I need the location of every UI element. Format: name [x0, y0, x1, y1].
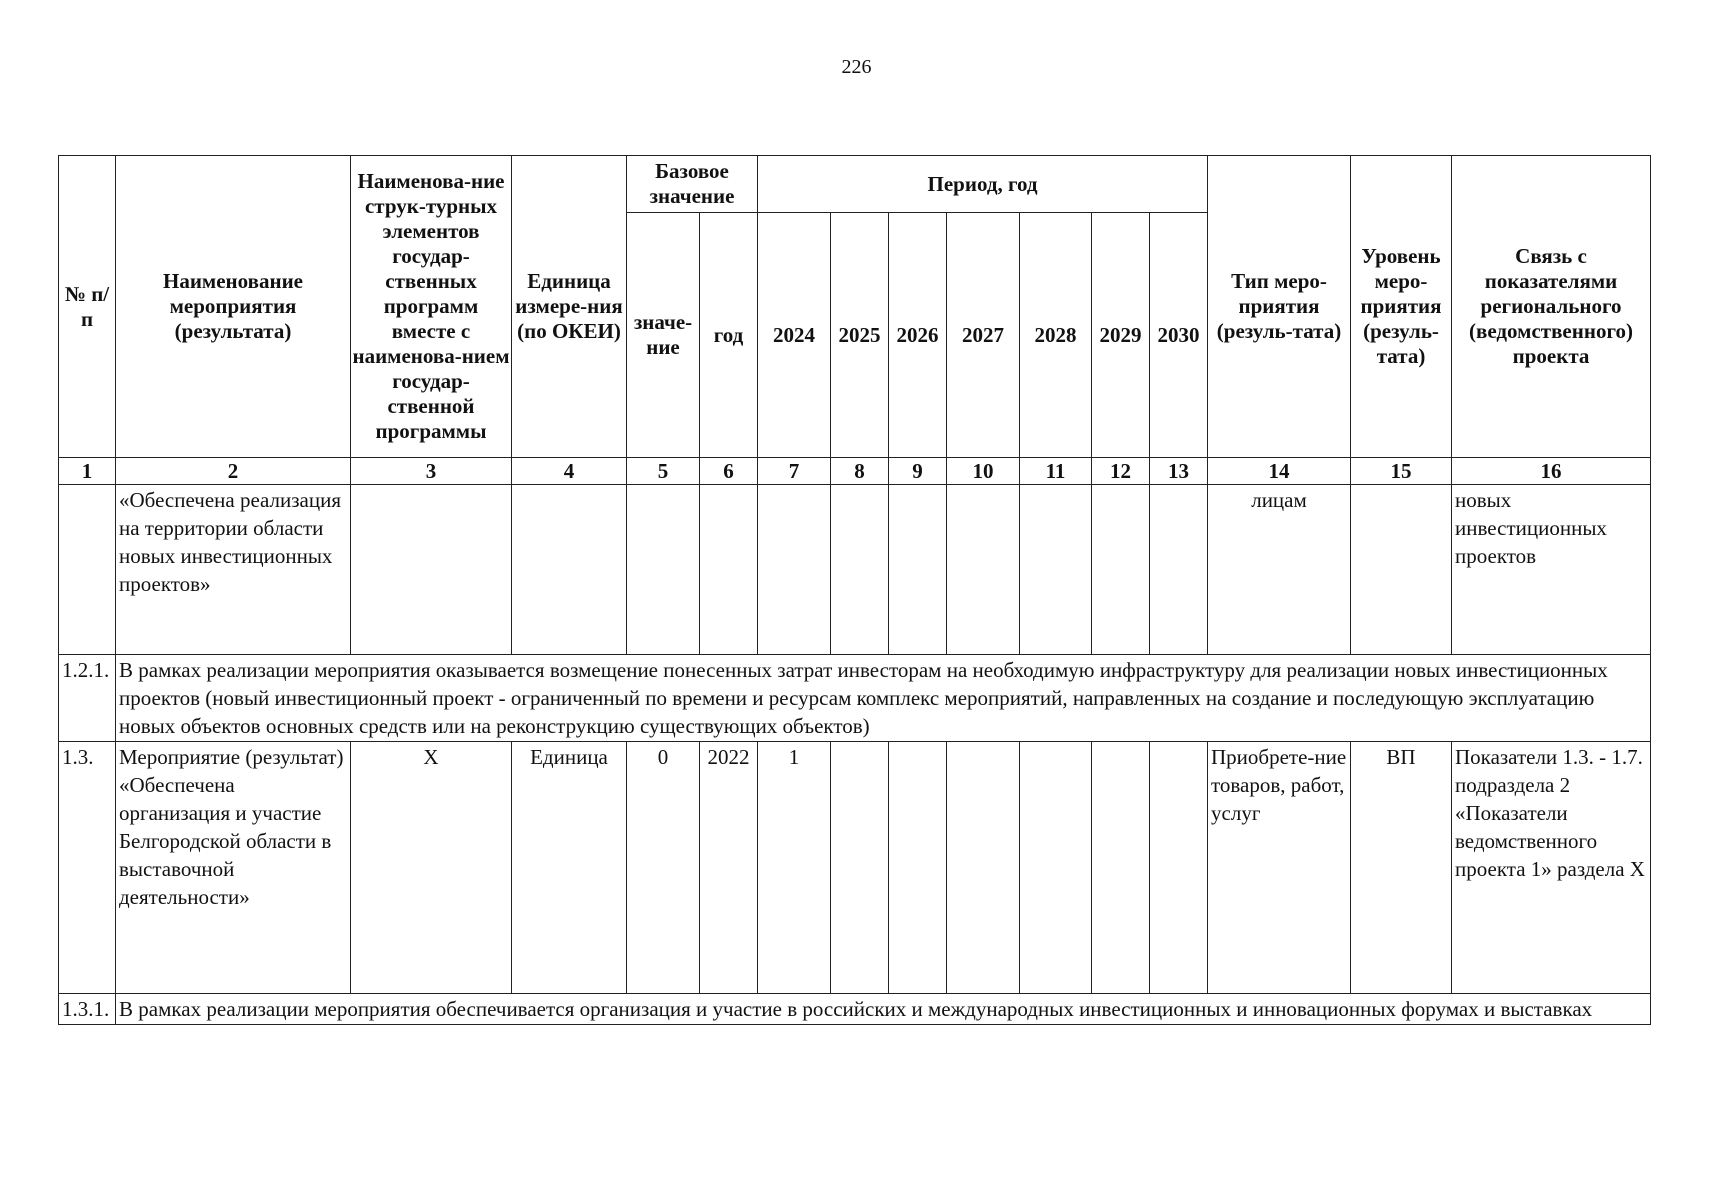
row-num: 1.3.1.	[59, 994, 116, 1025]
row-year-2025	[831, 485, 889, 655]
header-unit: Единица измере-ния (по ОКЕИ)	[512, 156, 627, 458]
row-year-2030	[1150, 742, 1208, 994]
header-base-value: значе-ние	[627, 213, 700, 458]
row-description: В рамках реализации мероприятия оказывается возмещение понесенных затрат инвесторам на необходимую инфраструктуру для реализации новых инвестиционных проектов (новый инвестиционный проект - ограниченный по времени и ресурсам комплекс мероприятий, направленных на создание и последующую эксплуатацию новых объектов основных средств или на реконструкцию существующих объектов)	[116, 655, 1651, 742]
header-year-2028: 2028	[1020, 213, 1092, 458]
column-number: 16	[1452, 458, 1651, 485]
row-unit: Единица	[512, 742, 627, 994]
page-number: 226	[841, 56, 872, 78]
row-name: «Обеспечена реализация на территории области новых инвестиционных проектов»	[116, 485, 351, 655]
row-struct	[351, 485, 512, 655]
row-year-2030	[1150, 485, 1208, 655]
header-row-top	[59, 156, 1651, 213]
header-year-2029: 2029	[1092, 213, 1150, 458]
column-number: 9	[889, 458, 947, 485]
header-year-2026: 2026	[889, 213, 947, 458]
column-number: 15	[1351, 458, 1452, 485]
column-number: 11	[1020, 458, 1092, 485]
header-name: Наименование мероприятия (результата)	[116, 156, 351, 458]
column-number: 4	[512, 458, 627, 485]
row-num	[59, 485, 116, 655]
row-num: 1.3.	[59, 742, 116, 994]
header-num: № п/п	[59, 156, 116, 458]
header-year-2027: 2027	[947, 213, 1020, 458]
header-period: Период, год	[758, 156, 1208, 213]
row-struct: X	[351, 742, 512, 994]
column-number: 1	[59, 458, 116, 485]
row-year-2027	[947, 742, 1020, 994]
row-link: новых инвестиционных проектов	[1452, 485, 1651, 655]
header-year-2025: 2025	[831, 213, 889, 458]
row-year-2029	[1092, 742, 1150, 994]
header-base-year: год	[700, 213, 758, 458]
row-link: Показатели 1.3. - 1.7. подраздела 2 «Показатели ведомственного проекта 1» раздела X	[1452, 742, 1651, 994]
header-year-2024: 2024	[758, 213, 831, 458]
row-year-2026	[889, 742, 947, 994]
row-level	[1351, 485, 1452, 655]
row-base-value	[627, 485, 700, 655]
row-year-2029	[1092, 485, 1150, 655]
row-year-2024	[758, 485, 831, 655]
table-row	[59, 485, 1651, 655]
row-year-2025	[831, 742, 889, 994]
row-level: ВП	[1351, 742, 1452, 994]
row-year-2026	[889, 485, 947, 655]
column-number-row	[59, 458, 1651, 485]
column-number: 7	[758, 458, 831, 485]
row-unit	[512, 485, 627, 655]
row-year-2028	[1020, 485, 1092, 655]
row-base-year: 2022	[700, 742, 758, 994]
row-base-year	[700, 485, 758, 655]
header-link: Связь с показателями регионального (ведомственного) проекта	[1452, 156, 1651, 458]
column-number: 5	[627, 458, 700, 485]
column-number: 3	[351, 458, 512, 485]
column-number: 12	[1092, 458, 1150, 485]
column-number: 8	[831, 458, 889, 485]
column-number: 13	[1150, 458, 1208, 485]
header-year-2030: 2030	[1150, 213, 1208, 458]
header-base: Базовое значение	[627, 156, 758, 213]
header-struct: Наименова-ние струк-турных элементов государ-ственных программ вместе с наименова-нием государ-ственной программы	[351, 156, 512, 458]
row-base-value: 0	[627, 742, 700, 994]
header-level: Уровень меро-приятия (резуль-тата)	[1351, 156, 1452, 458]
row-year-2024: 1	[758, 742, 831, 994]
row-num: 1.2.1.	[59, 655, 116, 742]
header-type: Тип меро-приятия (резуль-тата)	[1208, 156, 1351, 458]
column-number: 10	[947, 458, 1020, 485]
column-number: 6	[700, 458, 758, 485]
column-number: 2	[116, 458, 351, 485]
row-description: В рамках реализации мероприятия обеспечивается организация и участие в российских и международных инвестиционных и инновационных форумах и выставках	[116, 994, 1651, 1025]
table-row	[59, 655, 1651, 742]
row-type: Приобрете-ние товаров, работ, услуг	[1208, 742, 1351, 994]
table-row	[59, 994, 1651, 1025]
row-year-2027	[947, 485, 1020, 655]
row-type: лицам	[1208, 485, 1351, 655]
column-number: 14	[1208, 458, 1351, 485]
table-row	[59, 742, 1651, 994]
activities-table	[58, 155, 1651, 1025]
row-name: Мероприятие (результат) «Обеспечена организация и участие Белгородской области в выставочной деятельности»	[116, 742, 351, 994]
row-year-2028	[1020, 742, 1092, 994]
